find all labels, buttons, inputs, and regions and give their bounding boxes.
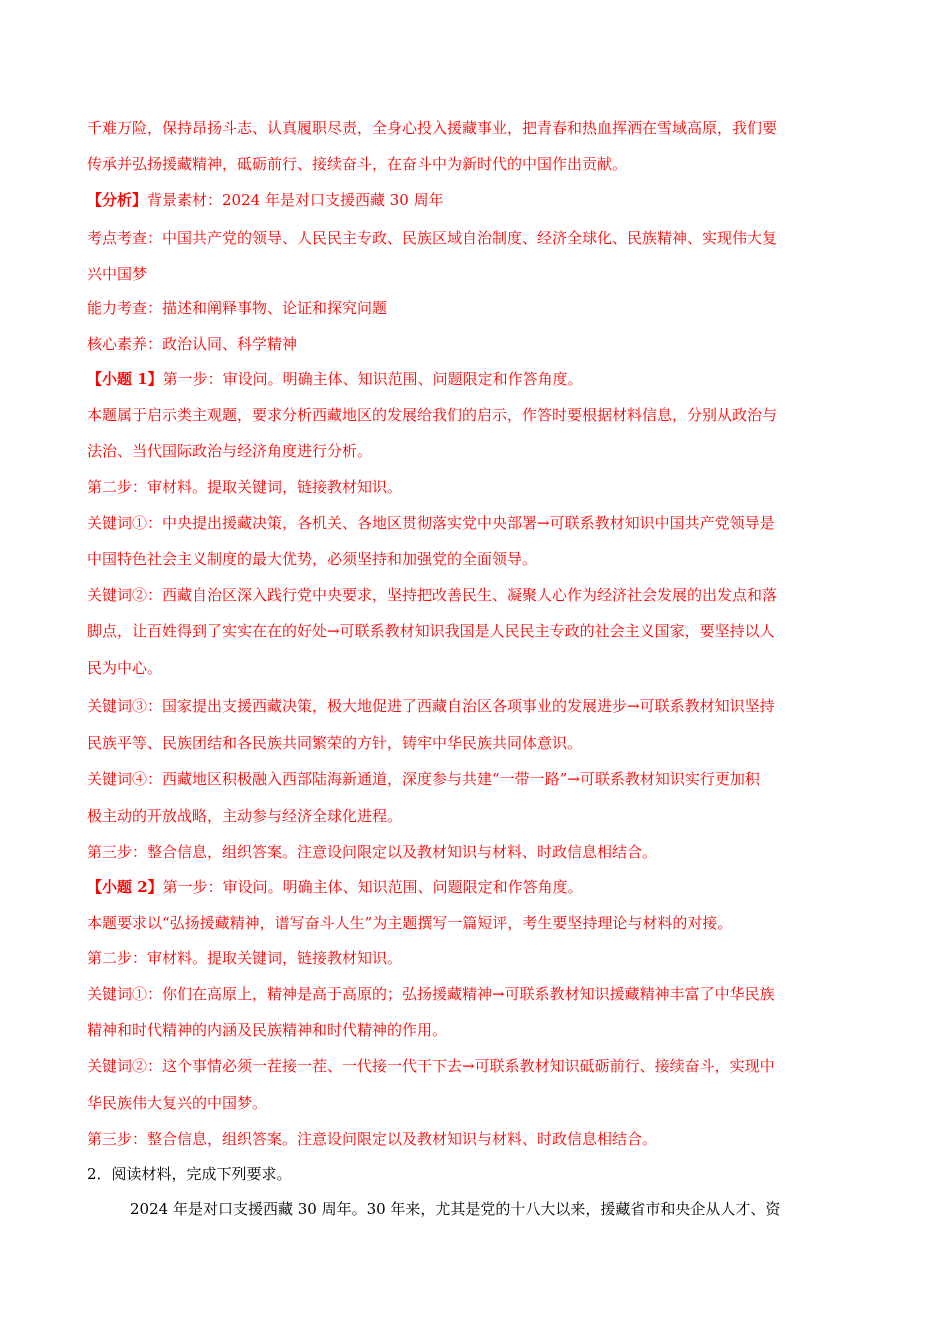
q2-keyword-2-line-1: 关键词②：这个事情必须一茬接一茬、一代接一代干下去→可联系教材知识砥砺前行、接续奋斗，实现中 bbox=[87, 1057, 775, 1075]
q1-keyword-3-line-2: 民族平等、民族团结和各民族共同繁荣的方针，铸牢中华民族共同体意识。 bbox=[87, 734, 583, 752]
q1-tag: 【小题 1】 bbox=[87, 370, 163, 388]
question-2-number: 2． bbox=[87, 1165, 112, 1183]
q1-keyword-1-line-2: 中国特色社会主义制度的最大优势，必须坚持和加强党的全面领导。 bbox=[87, 550, 538, 568]
q2-keyword-1-line-1: 关键词①：你们在高原上，精神是高于高原的；弘扬援藏精神→可联系教材知识援藏精神丰富了中华民族 bbox=[87, 985, 775, 1003]
analysis-background: 背景素材：2024 年是对口支援西藏 30 周年 bbox=[147, 191, 444, 209]
analysis-tag: 【分析】 bbox=[87, 191, 148, 209]
q1-keyword-3-line-1: 关键词③：国家提出支援西藏决策，极大地促进了西藏自治区各项事业的发展进步→可联系教材知识坚持 bbox=[87, 697, 775, 715]
ability-line: 能力考查：描述和阐释事物、论证和探究问题 bbox=[87, 299, 388, 317]
q1-keyword-2-line-3: 民为中心。 bbox=[87, 659, 163, 677]
q1-desc-line-1: 本题属于启示类主观题，要求分析西藏地区的发展给我们的启示，作答时要根据材料信息，分别从政治与 bbox=[87, 406, 778, 424]
q2-step2: 第二步：审材料。提取关键词，链接教材知识。 bbox=[87, 949, 403, 967]
kaodian-line-2: 兴中国梦 bbox=[87, 265, 148, 283]
literacy-line: 核心素养：政治认同、科学精神 bbox=[87, 335, 298, 353]
question-2-prompt-text: 阅读材料，完成下列要求。 bbox=[111, 1165, 292, 1183]
q1-step1-text: 第一步：审设问。明确主体、知识范围、问题限定和作答角度。 bbox=[162, 370, 583, 388]
answer-intro-line-1: 千难万险，保持昂扬斗志、认真履职尽责，全身心投入援藏事业，把青春和热血挥洒在雪域高原，我们要 bbox=[87, 119, 778, 137]
q2-desc: 本题要求以“弘扬援藏精神，谱写奋斗人生”为主题撰写一篇短评，考生要坚持理论与材料的对接。 bbox=[87, 914, 733, 932]
q1-desc-line-2: 法治、当代国际政治与经济角度进行分析。 bbox=[87, 442, 373, 460]
q2-step3: 第三步：整合信息，组织答案。注意设问限定以及教材知识与材料、时政信息相结合。 bbox=[87, 1130, 658, 1148]
q1-keyword-1-line-1: 关键词①：中央提出援藏决策，各机关、各地区贯彻落实党中央部署→可联系教材知识中国共产党领导是 bbox=[87, 514, 775, 532]
q2-tag: 【小题 2】 bbox=[87, 878, 163, 896]
q2-keyword-2-line-2: 华民族伟大复兴的中国梦。 bbox=[87, 1094, 268, 1112]
q2-keyword-1-line-2: 精神和时代精神的内涵及民族精神和时代精神的作用。 bbox=[87, 1021, 448, 1039]
analysis-heading bbox=[87, 190, 444, 210]
q1-keyword-4-line-1: 关键词④：西藏地区积极融入西部陆海新通道，深度参与共建“一带一路”→可联系教材知识实行更加积 bbox=[87, 770, 760, 788]
q1-step3: 第三步：整合信息，组织答案。注意设问限定以及教材知识与材料、时政信息相结合。 bbox=[87, 843, 658, 861]
kaodian-line-1: 考点考查：中国共产党的领导、人民民主专政、民族区域自治制度、经济全球化、民族精神、实现伟大复 bbox=[87, 229, 778, 247]
q1-keyword-2-line-1: 关键词②：西藏自治区深入践行党中央要求，坚持把改善民生、凝聚人心作为经济社会发展的出发点和落 bbox=[87, 586, 778, 604]
q1-step1 bbox=[87, 369, 583, 389]
question-2-prompt bbox=[87, 1164, 292, 1184]
q1-keyword-2-line-2: 脚点，让百姓得到了实实在在的好处→可联系教材知识我国是人民民主专政的社会主义国家，要坚持以人 bbox=[87, 622, 775, 640]
q2-step1 bbox=[87, 877, 583, 897]
answer-intro-line-2: 传承并弘扬援藏精神，砥砺前行、接续奋斗，在奋斗中为新时代的中国作出贡献。 bbox=[87, 155, 628, 173]
q1-keyword-4-line-2: 极主动的开放战略，主动参与经济全球化进程。 bbox=[87, 807, 403, 825]
q2-step1-text: 第一步：审设问。明确主体、知识范围、问题限定和作答角度。 bbox=[162, 878, 583, 896]
q1-step2: 第二步：审材料。提取关键词，链接教材知识。 bbox=[87, 478, 403, 496]
material-line-1: 2024 年是对口支援西藏 30 周年。30 年来，尤其是党的十八大以来，援藏省市和央企从人才、资 bbox=[130, 1200, 781, 1218]
